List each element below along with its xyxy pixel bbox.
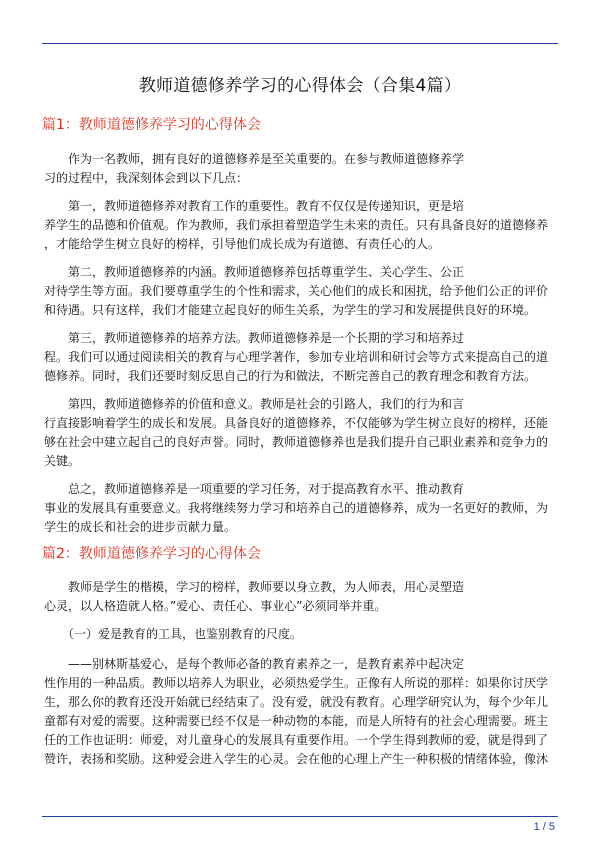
paragraph-line: 作为一名教师，拥有良好的道德修养是至关重要的。在参与教师道德修养学 [44,152,465,166]
paragraph-line: 事业的发展具有重要意义。我将继续努力学习和培养自己的道德修养，成为一名更好的教师，为 [44,501,549,515]
paragraph [44,197,560,254]
paragraph-line: 心灵，以人格造就人格。”爱心、责任心、事业心”必须同举并重。 [44,599,387,613]
paragraph-line: 学生的成长和社会的进步贡献力量。 [44,520,237,534]
paragraph-line: （一）爱是教育的工具，也鉴别教育的尺度。 [44,627,303,641]
paragraph-line: 赞许，表扬和奖励。这种爱会进入学生的心灵。会在他的心理上产生一种积极的情绪体验，像沐 [44,752,549,766]
section-heading-1: 篇1：教师道德修养学习的心得体会 [42,117,261,133]
paragraph-line: 够在社会中建立起自己的良好声誉。同时，教师道德修养也是我们提升自己职业素养和竞争力的 [44,435,549,449]
paragraph [44,655,560,769]
paragraph-line: 关键。 [44,454,81,468]
paragraph-line: ——别林斯基爱心，是每个教师必备的教育素养之一，是教育素养中起决定 [44,657,465,671]
paragraph [44,625,560,644]
page-number: 1 / 5 [533,821,555,833]
paragraph [44,329,560,386]
paragraph [44,578,560,616]
section-heading-2: 篇2：教师道德修养学习的心得体会 [42,546,261,562]
paragraph-line: 程。我们可以通过阅读相关的教育与心理学著作，参加专业培训和研讨会等方式来提高自己的道 [44,350,549,364]
paragraph [44,150,560,188]
paragraph-line: ，才能给学生树立良好的榜样，引导他们成长成为有道德、有责任心的人。 [44,237,441,251]
paragraph-line: 习的过程中，我深刻体会到以下几点： [44,171,249,185]
paragraph-line: 养学生的品德和价值观。作为教师，我们承担着塑造学生未来的责任。只有具备良好的道德修养 [44,218,549,232]
paragraph-line: 生，那么你的教育还没开始就已经结束了。没有爱，就没有教育。心理学研究认为，每个少年儿 [44,695,549,709]
paragraph-line: 对待学生等方面。我们要尊重学生的个性和需求，关心他们的成长和困扰，给予他们公正的评价 [44,284,549,298]
paragraph-line: 性作用的一种品质。教师以培养人为职业，必须热爱学生。正像有人所说的那样：如果你讨厌学 [44,676,549,690]
header-rule [42,43,558,44]
paragraph [44,480,560,537]
paragraph-line: 和待遇。只有这样，我们才能建立起良好的师生关系，为学生的学习和发展提供良好的环境。 [44,303,537,317]
paragraph-line: 德修养。同时，我们还要时刻反思自己的行为和做法，不断完善自己的教育理念和教育方法。 [44,369,537,383]
paragraph-line: 总之，教师道德修养是一项重要的学习任务，对于提高教育水平、推动教育 [44,482,465,496]
paragraph-line: 第四，教师道德修养的价值和意义。教师是社会的引路人，我们的行为和言 [44,397,465,411]
paragraph-line: 童都有对爱的需要。这种需要已经不仅是一种动物的本能，而是人所特有的社会心理需要。班主 [44,714,549,728]
footer-rule [42,816,558,817]
paragraph [44,263,560,320]
paragraph-line: 行直接影响着学生的成长和发展。具备良好的道德修养，不仅能够为学生树立良好的榜样，还能 [44,416,549,430]
paragraph-line: 第二，教师道德修养的内涵。教师道德修养包括尊重学生、关心学生、公正 [44,265,465,279]
paragraph-line: 第三，教师道德修养的培养方法。教师道德修养是一个长期的学习和培养过 [44,331,465,345]
document-title: 教师道德修养学习的心得体会（合集4篇） [138,76,462,96]
paragraph-line: 第一，教师道德修养对教育工作的重要性。教育不仅仅是传递知识，更是培 [44,199,465,213]
paragraph [44,395,560,471]
paragraph-line: 教师是学生的楷模，学习的榜样，教师要以身立教，为人师表，用心灵塑造 [44,580,465,594]
paragraph-line: 任的工作也证明：师爱，对儿童身心的发展具有重要作用。一个学生得到教师的爱，就是得到了 [44,733,549,747]
